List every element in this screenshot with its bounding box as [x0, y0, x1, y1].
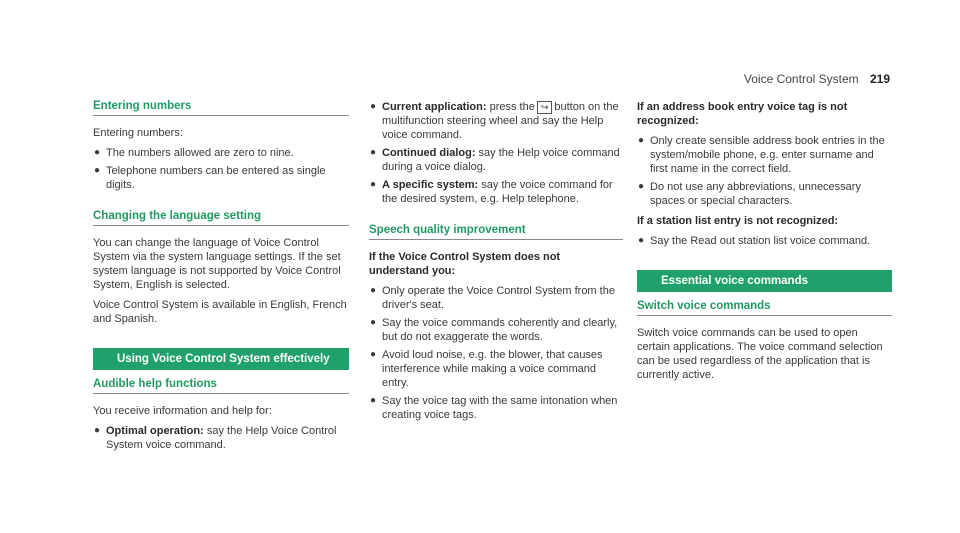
- list-item: ● A specific system: say the voice command for the desired system, e.g. Help telephone.: [370, 179, 613, 205]
- paragraph: You can change the language of Voice Control System via the system language settings. If the set system language is not supported by Voice Control System, English is selected.: [93, 237, 341, 291]
- list-item: ● The numbers allowed are zero to nine.: [94, 147, 294, 159]
- bullet-list: [93, 424, 349, 452]
- list-item: ● Avoid loud noise, e.g. the blower, that causes interference while making a voice command entry.: [370, 349, 603, 389]
- bullet-icon: ●: [370, 147, 377, 158]
- heading-audible-help: Audible help functions: [93, 378, 349, 394]
- list-item: ● Do not use any abbreviations, unnecessary spaces or special characters.: [638, 181, 861, 207]
- list-item: ● Telephone numbers can be entered as single digits.: [94, 165, 326, 191]
- bullet-icon: ●: [370, 395, 377, 406]
- heading-language-setting: Changing the language setting: [93, 210, 349, 226]
- bullet-list: [93, 146, 349, 192]
- column-1: [93, 100, 349, 458]
- section-banner-essential-commands: Essential voice commands: [637, 270, 892, 292]
- list-item: ● Say the voice commands coherently and clearly, but do not exaggerate the words.: [370, 317, 618, 343]
- bullet-icon: ●: [638, 181, 645, 192]
- bullet-icon: ●: [370, 349, 377, 360]
- page-header: [744, 72, 890, 86]
- page-number: 219: [869, 72, 890, 86]
- bold-paragraph: If an address book entry voice tag is not recognized:: [637, 101, 848, 127]
- bullet-list: [637, 134, 892, 208]
- list-item: ● Only operate the Voice Control System from the driver's seat.: [370, 285, 615, 311]
- bold-paragraph: If a station list entry is not recognized:: [637, 215, 839, 227]
- heading-switch-commands: Switch voice commands: [637, 300, 892, 316]
- bullet-list: [369, 284, 623, 422]
- bullet-icon: ●: [370, 317, 377, 328]
- list-item: ● Only create sensible address book entries in the system/mobile phone, e.g. enter surname and first name in the correct field.: [638, 135, 885, 175]
- paragraph: Switch voice commands can be used to open certain applications. The voice command selection can be used regardless of the application that is currently active.: [637, 327, 883, 381]
- bullet-icon: ●: [638, 135, 645, 146]
- paragraph: Entering numbers:: [93, 127, 183, 139]
- list-item: ● Continued dialog: say the Help voice command during a voice dialog.: [370, 147, 620, 173]
- bullet-icon: ●: [94, 147, 101, 158]
- paragraph: Voice Control System is available in English, French and Spanish.: [93, 299, 347, 325]
- header-title: Voice Control System: [743, 72, 859, 86]
- bullet-icon: ●: [638, 235, 645, 246]
- bullet-list: [637, 234, 892, 248]
- heading-entering-numbers: Entering numbers: [93, 100, 349, 116]
- bullet-icon: ●: [370, 285, 377, 296]
- voice-button-icon: ↪: [537, 101, 553, 114]
- bold-paragraph: If the Voice Control System does not understand you:: [369, 251, 561, 277]
- bullet-icon: ●: [94, 165, 101, 176]
- list-item: ● Current application: press the ↪ button on the multifunction steering wheel and say the Help voice command.: [370, 101, 619, 141]
- list-item: ● Say the voice tag with the same intonation when creating voice tags.: [370, 395, 618, 421]
- paragraph: You receive information and help for:: [93, 405, 272, 417]
- bullet-icon: ●: [370, 179, 377, 190]
- bullet-icon: ●: [94, 425, 101, 436]
- column-2: [369, 100, 623, 428]
- bullet-list: [369, 100, 623, 206]
- bullet-icon: ●: [370, 101, 377, 112]
- section-banner-using-voice-control: Using Voice Control System effectively: [93, 348, 349, 370]
- list-item: ● Say the Read out station list voice command.: [638, 235, 871, 247]
- column-3: [637, 100, 892, 388]
- list-item: ● Optimal operation: say the Help Voice Control System voice command.: [94, 425, 337, 451]
- heading-speech-quality: Speech quality improvement: [369, 224, 623, 240]
